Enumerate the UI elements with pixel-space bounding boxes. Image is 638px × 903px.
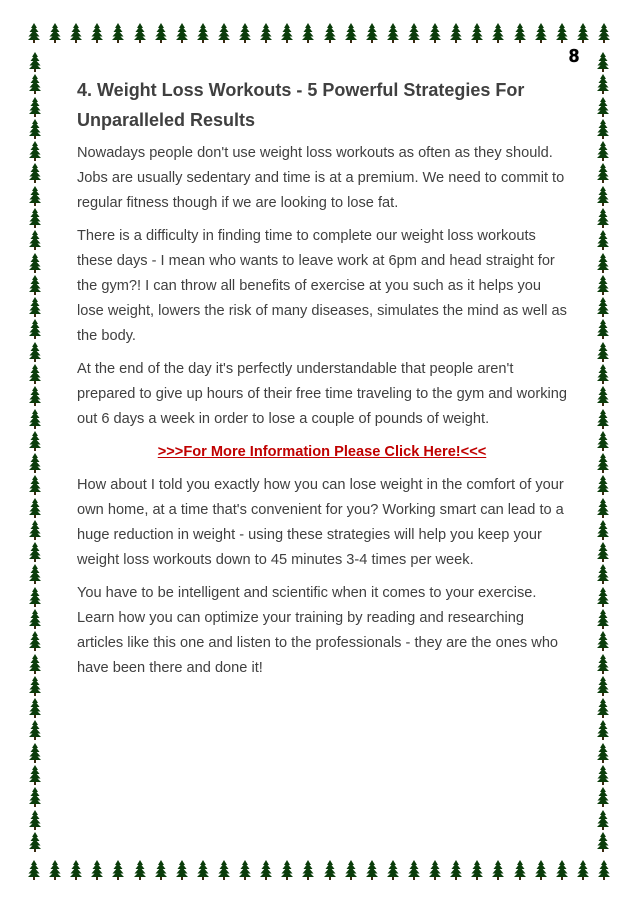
christmas-tree-icon	[29, 453, 41, 473]
christmas-tree-icon	[239, 23, 251, 43]
christmas-tree-icon	[29, 342, 41, 362]
christmas-tree-icon	[597, 119, 609, 139]
christmas-tree-icon	[218, 860, 230, 880]
christmas-tree-icon	[577, 860, 589, 880]
christmas-tree-icon	[597, 275, 609, 295]
christmas-tree-icon	[597, 720, 609, 740]
christmas-tree-icon	[302, 23, 314, 43]
christmas-tree-icon	[345, 23, 357, 43]
christmas-tree-icon	[176, 860, 188, 880]
article-paragraph: Nowadays people don't use weight loss workouts as often as they should. Jobs are usually sedentary and time is at a premium. We need to commit to regular fitness though if we are looking to lose fat.	[77, 145, 565, 211]
christmas-tree-icon	[302, 860, 314, 880]
christmas-tree-icon	[29, 698, 41, 718]
christmas-tree-icon	[29, 609, 41, 629]
christmas-tree-icon	[218, 23, 230, 43]
christmas-tree-icon	[134, 23, 146, 43]
christmas-tree-icon	[598, 860, 610, 880]
christmas-tree-icon	[387, 860, 399, 880]
christmas-tree-icon	[408, 860, 420, 880]
christmas-tree-icon	[29, 743, 41, 763]
christmas-tree-icon	[556, 860, 568, 880]
christmas-tree-icon	[29, 587, 41, 607]
christmas-tree-icon	[260, 860, 272, 880]
christmas-tree-icon	[471, 23, 483, 43]
christmas-tree-icon	[134, 860, 146, 880]
christmas-tree-icon	[450, 860, 462, 880]
christmas-tree-icon	[345, 860, 357, 880]
article-paragraph: At the end of the day it's perfectly understandable that people aren't prepared to give up hours of their free time traveling to the gym and working out 6 days a week in order to lose a couple of pounds of weight.	[77, 361, 567, 427]
christmas-tree-icon	[29, 409, 41, 429]
christmas-tree-icon	[29, 475, 41, 495]
christmas-tree-icon	[429, 860, 441, 880]
christmas-tree-icon	[597, 743, 609, 763]
christmas-tree-icon	[597, 342, 609, 362]
christmas-tree-icon	[29, 186, 41, 206]
christmas-tree-icon	[324, 860, 336, 880]
christmas-tree-icon	[387, 23, 399, 43]
christmas-tree-icon	[597, 520, 609, 540]
christmas-tree-icon	[155, 860, 167, 880]
article-paragraph: How about I told you exactly how you can lose weight in the comfort of your own home, at a time that's convenient for you? Working smart can lead to a huge reduction in weight - using these strategies will help you keep your weight loss workouts down to 45 minutes 3-4 times per week.	[77, 477, 564, 568]
christmas-tree-icon	[597, 475, 609, 495]
christmas-tree-icon	[29, 253, 41, 273]
christmas-tree-icon	[29, 163, 41, 183]
christmas-tree-icon	[29, 119, 41, 139]
christmas-tree-icon	[597, 319, 609, 339]
christmas-tree-icon	[29, 832, 41, 852]
christmas-tree-icon	[577, 23, 589, 43]
christmas-tree-icon	[29, 52, 41, 72]
christmas-tree-icon	[49, 860, 61, 880]
article-paragraph: There is a difficulty in finding time to complete our weight loss workouts these days - I mean who wants to leave work at 6pm and head straight for the gym?! I can throw all benefits of exercise at you such as it helps you lose weight, lowers the risk of many diseases, simulates the mind as well as the body.	[77, 228, 567, 344]
christmas-tree-icon	[597, 587, 609, 607]
christmas-tree-icon	[450, 23, 462, 43]
right-tree-border	[595, 52, 611, 852]
christmas-tree-icon	[535, 23, 547, 43]
christmas-tree-icon	[281, 23, 293, 43]
article-paragraph: You have to be intelligent and scientific when it comes to your exercise. Learn how you can optimize your training by reading and researching articles like this one and listen to the professionals - they are the ones who have been there and done it!	[77, 585, 559, 676]
christmas-tree-icon	[29, 208, 41, 228]
christmas-tree-icon	[70, 23, 82, 43]
christmas-tree-icon	[197, 860, 209, 880]
christmas-tree-icon	[597, 230, 609, 250]
christmas-tree-icon	[597, 542, 609, 562]
christmas-tree-icon	[366, 860, 378, 880]
christmas-tree-icon	[597, 208, 609, 228]
christmas-tree-icon	[29, 141, 41, 161]
christmas-tree-icon	[597, 676, 609, 696]
top-tree-border	[28, 22, 610, 44]
christmas-tree-icon	[28, 860, 40, 880]
christmas-tree-icon	[597, 810, 609, 830]
christmas-tree-icon	[597, 297, 609, 317]
christmas-tree-icon	[597, 564, 609, 584]
christmas-tree-icon	[70, 860, 82, 880]
christmas-tree-icon	[29, 230, 41, 250]
page-number: 8	[569, 46, 580, 66]
more-information-link[interactable]: >>>For More Information Please Click Here!<<<	[157, 444, 487, 460]
christmas-tree-icon	[29, 74, 41, 94]
christmas-tree-icon	[597, 97, 609, 117]
christmas-tree-icon	[29, 275, 41, 295]
christmas-tree-icon	[597, 787, 609, 807]
christmas-tree-icon	[597, 186, 609, 206]
christmas-tree-icon	[597, 498, 609, 518]
christmas-tree-icon	[597, 409, 609, 429]
christmas-tree-icon	[112, 23, 124, 43]
christmas-tree-icon	[597, 364, 609, 384]
christmas-tree-icon	[29, 564, 41, 584]
christmas-tree-icon	[366, 23, 378, 43]
christmas-tree-icon	[29, 364, 41, 384]
christmas-tree-icon	[597, 609, 609, 629]
christmas-tree-icon	[29, 97, 41, 117]
christmas-tree-icon	[176, 23, 188, 43]
christmas-tree-icon	[28, 23, 40, 43]
christmas-tree-icon	[281, 860, 293, 880]
christmas-tree-icon	[29, 297, 41, 317]
christmas-tree-icon	[597, 386, 609, 406]
christmas-tree-icon	[597, 52, 609, 72]
christmas-tree-icon	[597, 832, 609, 852]
christmas-tree-icon	[29, 631, 41, 651]
christmas-tree-icon	[29, 765, 41, 785]
christmas-tree-icon	[535, 860, 547, 880]
christmas-tree-icon	[155, 23, 167, 43]
christmas-tree-icon	[597, 453, 609, 473]
christmas-tree-icon	[597, 431, 609, 451]
christmas-tree-icon	[29, 787, 41, 807]
christmas-tree-icon	[408, 23, 420, 43]
christmas-tree-icon	[260, 23, 272, 43]
christmas-tree-icon	[324, 23, 336, 43]
christmas-tree-icon	[598, 23, 610, 43]
christmas-tree-icon	[29, 386, 41, 406]
article-title: 4. Weight Loss Workouts - 5 Powerful Strategies For Unparalleled Results	[77, 80, 525, 130]
christmas-tree-icon	[29, 431, 41, 451]
christmas-tree-icon	[29, 810, 41, 830]
christmas-tree-icon	[597, 163, 609, 183]
christmas-tree-icon	[29, 498, 41, 518]
christmas-tree-icon	[29, 520, 41, 540]
christmas-tree-icon	[471, 860, 483, 880]
christmas-tree-icon	[29, 542, 41, 562]
bottom-tree-border	[28, 859, 610, 881]
christmas-tree-icon	[597, 765, 609, 785]
left-tree-border	[27, 52, 43, 852]
christmas-tree-icon	[91, 860, 103, 880]
christmas-tree-icon	[49, 23, 61, 43]
christmas-tree-icon	[597, 141, 609, 161]
christmas-tree-icon	[429, 23, 441, 43]
christmas-tree-icon	[597, 654, 609, 674]
christmas-tree-icon	[556, 23, 568, 43]
christmas-tree-icon	[492, 860, 504, 880]
christmas-tree-icon	[514, 860, 526, 880]
christmas-tree-icon	[514, 23, 526, 43]
christmas-tree-icon	[112, 860, 124, 880]
christmas-tree-icon	[29, 720, 41, 740]
christmas-tree-icon	[597, 253, 609, 273]
christmas-tree-icon	[597, 631, 609, 651]
christmas-tree-icon	[29, 676, 41, 696]
christmas-tree-icon	[492, 23, 504, 43]
article	[77, 75, 567, 689]
christmas-tree-icon	[239, 860, 251, 880]
christmas-tree-icon	[597, 698, 609, 718]
christmas-tree-icon	[91, 23, 103, 43]
christmas-tree-icon	[197, 23, 209, 43]
christmas-tree-icon	[597, 74, 609, 94]
christmas-tree-icon	[29, 319, 41, 339]
christmas-tree-icon	[29, 654, 41, 674]
